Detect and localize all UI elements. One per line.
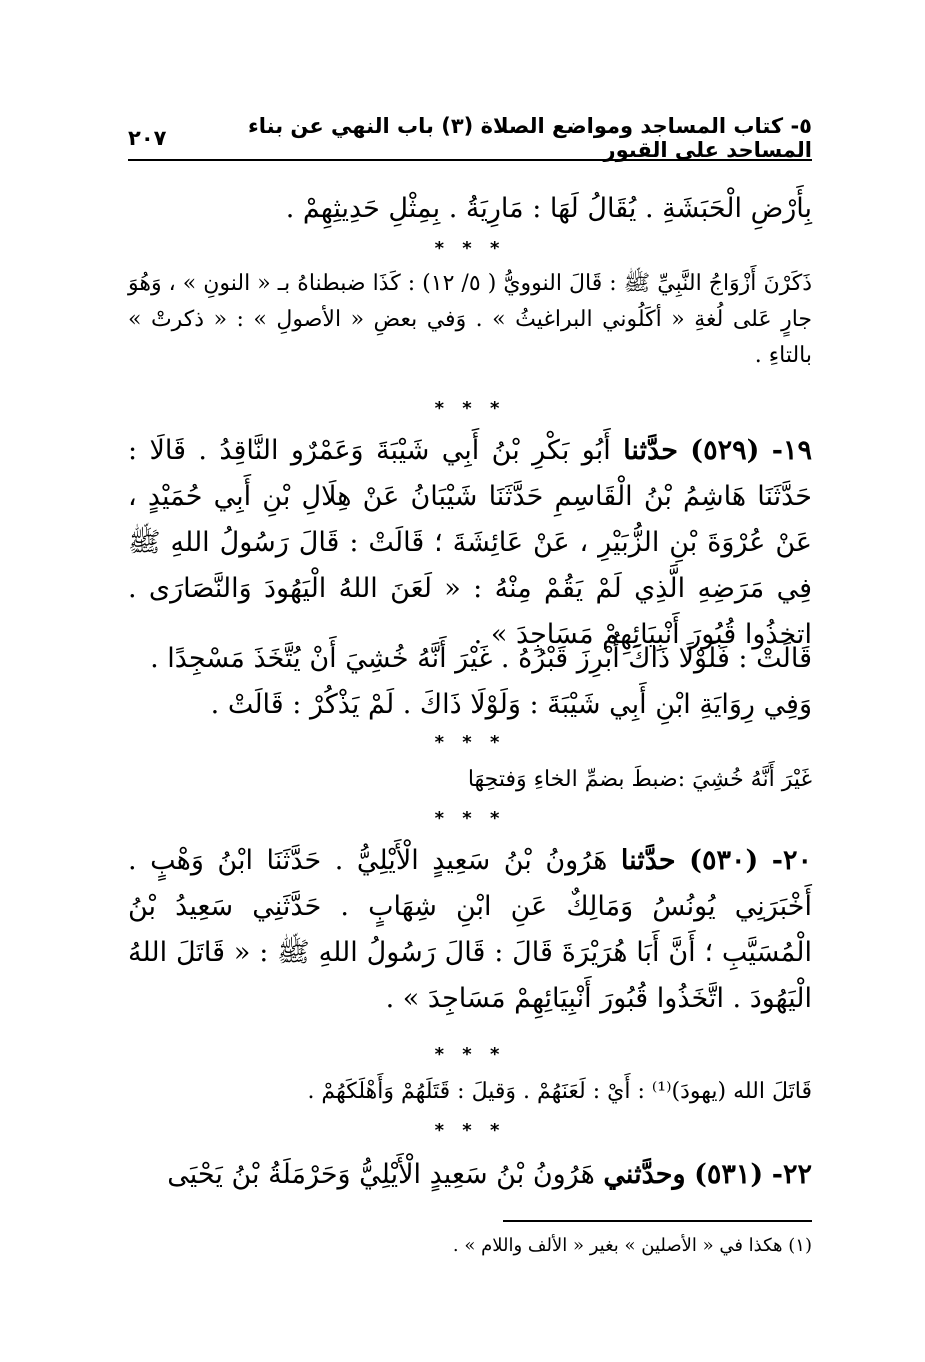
separator: * * *	[434, 398, 506, 419]
note-wives: ذَكَرْنَ أَزْوَاجُ النَّبِيِّ ﷺ : قَالَ النوويُّ ( ٥/ ١٢) : كَذَا ضبطناهُ بـ « النونِ » ، وَهُوَ جارٍ عَلى لُغةِ « أكَلُوني البراغيثُ » . وَفي بعضِ « الأصولِ » : « ذكرتْ » بالتاءِ .	[128, 271, 813, 368]
hadith-19	[128, 428, 812, 658]
hadith-ref: (٥٣١)	[694, 1159, 764, 1190]
header-rule	[128, 159, 812, 161]
footnote: (١) هكذا في « الأصلين » بغير « الألف واللام » .	[452, 1235, 812, 1256]
separator: * * *	[434, 1044, 506, 1065]
chapter-title: ٥- كتاب المساجد ومواضع الصلاة (٣) باب النهي عن بناء المساجد على القبور	[248, 114, 812, 162]
footnote-rule	[503, 1220, 812, 1222]
hadith-number: ٢٢-	[771, 1159, 812, 1190]
hadith-number: ٢٠-	[771, 845, 812, 876]
page-number: ٢٠٧	[128, 126, 167, 150]
hadith-ref: (٥٢٩)	[690, 435, 760, 466]
hadith-22	[128, 1152, 812, 1198]
hadith-19-line-2: قَالَتْ : فَلَوْلَا ذَاكَ أُبْرِزَ قَبْرُهُ . غَيْرَ أَنَّهُ خُشِيَ أَنْ يُتَّخَذَ مَسْجِدًا .	[150, 643, 812, 674]
separator: * * *	[434, 1120, 506, 1141]
separator: * * *	[434, 808, 506, 829]
running-header	[128, 114, 812, 162]
note-qatala: قَاتَلَ الله (يهودَ)⁽¹⁾ : أَيْ : لَعَنَهُمْ . وَقيلَ : قَتَلَهُمْ وَأَهْلَكَهُمْ .	[307, 1079, 812, 1104]
separator: * * *	[434, 238, 506, 259]
hadith-text: أَبُو بَكْرِ بْنُ أَبِي شَيْبَةَ وَعَمْرٌو النَّاقِدُ . قَالَا : حَدَّثَنَا هَاشِمُ بْنُ الْقَاسِمِ حَدَّثَنَا شَيْبَانُ عَنْ هِلَالِ بْنِ أَبِي حُمَيْدٍ ، عَنْ عُرْوَةَ بْنِ الزُّبَيْرِ ، عَنْ عَائِشَةَ ؛ قَالَتْ : قَالَ رَسُولُ اللهِ ﷺ فِي مَرَضِهِ الَّذِي لَمْ يَقُمْ مِنْهُ : « لَعَنَ اللهُ الْيَهُودَ وَالنَّصَارَى . اتخذُوا قُبُورَ أَنْبِيَائِهِمْ مَسَاجِدَ » .	[128, 435, 812, 650]
hadith-text: هَرُونُ بْنُ سَعِيدٍ الْأَيْلِيُّ . حَدَّثَنَا ابْنُ وَهْبٍ . أَخْبَرَنِي يُونُسُ وَمَالِكٌ عَنِ ابْنِ شِهَابٍ . حَدَّثَنِي سَعِيدُ بْنُ الْمُسَيَّبِ ؛ أَنَّ أَبَا هُرَيْرَةَ قَالَ : قَالَ رَسُولُ اللهِ ﷺ : « قَاتَلَ اللهُ الْيَهُودَ . اتَّخَذُوا قُبُورَ أَنْبِيَائِهِمْ مَسَاجِدَ » .	[128, 845, 812, 1014]
note-khushiya: غَيْرَ أَنَّهُ خُشِيَ :ضبطَ بضمِّ الخاءِ وَفتحِهَا	[467, 767, 812, 792]
hadith-text: هَرُونُ بْنُ سَعِيدٍ الْأَيْلِيُّ وَحَرْمَلَةُ بْنُ يَحْيَى	[167, 1159, 595, 1190]
hadith-number: ١٩-	[771, 435, 812, 466]
paragraph-top: بِأَرْضِ الْحَبَشَةِ . يُقَالُ لَهَا : مَارِيَةُ . بِمِثْلِ حَدِيثِهِمْ .	[285, 193, 812, 224]
separator: * * *	[434, 732, 506, 753]
hadith-lead: حدَّثنا	[623, 435, 678, 466]
hadith-lead: حدَّثنا	[620, 845, 676, 876]
hadith-20	[128, 838, 812, 1022]
hadith-ref: (٥٣٠)	[689, 845, 759, 876]
hadith-lead: وحدَّثني	[603, 1159, 686, 1190]
hadith-19-line-3: وَفِي رِوَايَةِ ابْنِ أَبِي شَيْبَةَ : وَلَوْلَا ذَاكَ . لَمْ يَذْكُرْ : قَالَتْ .	[210, 689, 812, 720]
